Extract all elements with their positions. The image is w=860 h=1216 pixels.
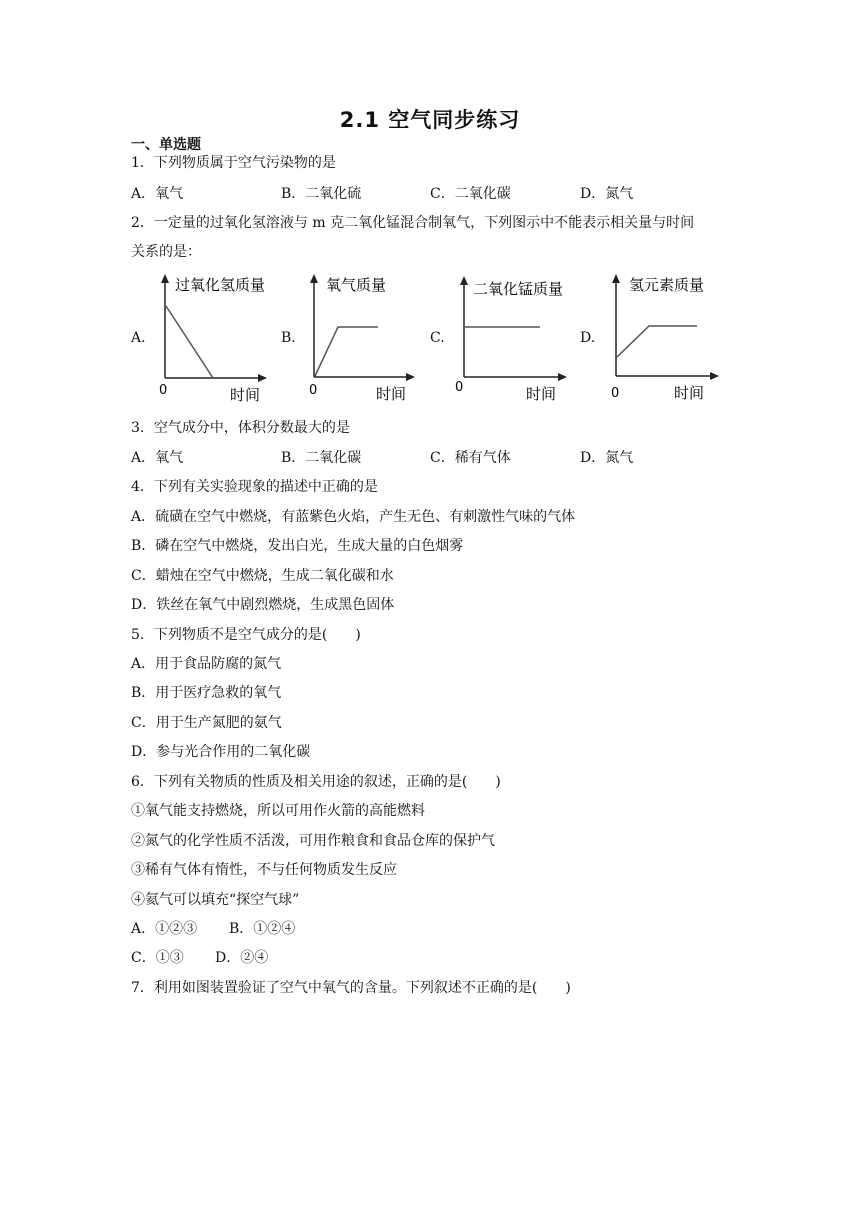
q4-option-c: C．蜡烛在空气中燃烧，生成二氧化碳和水 bbox=[131, 568, 394, 584]
q5-option-b: B．用于医疗急救的氧气 bbox=[131, 685, 282, 701]
q1-stem: 1．下列物质属于空气污染物的是 bbox=[131, 155, 336, 171]
graph-b-xlabel: 时间 bbox=[376, 385, 407, 403]
q6-option-b: B．①②④ bbox=[229, 921, 296, 937]
graph-c-xlabel: 时间 bbox=[526, 385, 557, 403]
q2-stem-line2: 关系的是： bbox=[131, 244, 201, 260]
q6-statement-2: ②氮气的化学性质不活泼，可用作粮食和食品仓库的保护气 bbox=[131, 833, 495, 849]
q4-option-b: B．磷在空气中燃烧，发出白光，生成大量的白色烟雾 bbox=[131, 538, 464, 554]
q4-option-a: A．硫磺在空气中燃烧，有蓝紫色火焰，产生无色、有刺激性气味的气体 bbox=[131, 509, 576, 525]
page-title: 2.1 空气同步练习 bbox=[339, 108, 521, 132]
q3-option-c: C．稀有气体 bbox=[430, 450, 511, 466]
q5-option-a: A．用于食品防腐的氮气 bbox=[131, 656, 282, 672]
q6-statement-4: ④氦气可以填充“探空气球” bbox=[131, 892, 300, 908]
q1-option-a: A．氧气 bbox=[131, 186, 184, 202]
q3-option-b: B．二氧化碳 bbox=[281, 450, 362, 466]
graph-d-ylabel: 氢元素质量 bbox=[629, 276, 705, 294]
graph-c-origin: 0 bbox=[455, 380, 464, 395]
graph-b-ylabel: 氧气质量 bbox=[326, 276, 387, 294]
graph-a-origin: 0 bbox=[159, 383, 168, 398]
graph-a-xlabel: 时间 bbox=[230, 386, 261, 404]
q2-stem-line1: 2．一定量的过氧化氢溶液与 m 克二氧化锰混合制氧气，下列图示中不能表示相关量与时间 bbox=[131, 215, 695, 231]
q6-option-d: D．②④ bbox=[215, 950, 269, 966]
q7-stem: 7．利用如图装置验证了空气中氧气的含量。下列叙述不正确的是( ) bbox=[131, 980, 571, 996]
q6-option-c: C．①③ bbox=[131, 950, 184, 966]
q5-option-c: C．用于生产氮肥的氨气 bbox=[131, 715, 282, 731]
q1-option-b: B．二氧化硫 bbox=[281, 186, 362, 202]
graph-c-label: C. bbox=[430, 330, 445, 346]
q6-stem: 6．下列有关物质的性质及相关用途的叙述，正确的是( ) bbox=[131, 774, 501, 790]
graph-a bbox=[150, 270, 275, 405]
graph-d-label: D. bbox=[580, 330, 596, 346]
graph-a-label: A. bbox=[131, 330, 146, 346]
q5-option-d: D．参与光合作用的二氧化碳 bbox=[131, 744, 311, 760]
graph-a-ylabel: 过氧化氢质量 bbox=[175, 276, 266, 294]
section-heading: 一、单选题 bbox=[131, 137, 201, 153]
q5-stem: 5．下列物质不是空气成分的是( ) bbox=[131, 627, 361, 643]
q6-statement-1: ①氧气能支持燃烧，所以可用作火箭的高能燃料 bbox=[131, 803, 425, 819]
q6-option-a: A．①②③ bbox=[131, 921, 198, 937]
q4-stem: 4．下列有关实验现象的描述中正确的是 bbox=[131, 479, 378, 495]
q3-option-d: D．氮气 bbox=[580, 450, 634, 466]
q1-option-d: D．氮气 bbox=[580, 186, 634, 202]
graph-d-origin: 0 bbox=[611, 386, 620, 401]
graph-b-origin: 0 bbox=[309, 383, 318, 398]
graph-b-label: B. bbox=[281, 330, 296, 346]
q6-statement-3: ③稀有气体有惰性，不与任何物质发生反应 bbox=[131, 862, 397, 878]
q3-option-a: A．氧气 bbox=[131, 450, 184, 466]
q3-stem: 3．空气成分中，体积分数最大的是 bbox=[131, 420, 350, 436]
graph-d-xlabel: 时间 bbox=[674, 384, 705, 402]
q4-option-d: D．铁丝在氧气中剧烈燃烧，生成黑色固体 bbox=[131, 597, 395, 613]
q1-option-c: C．二氧化碳 bbox=[430, 186, 511, 202]
graph-b bbox=[300, 270, 425, 405]
graph-c bbox=[452, 270, 577, 405]
graph-c-ylabel: 二氧化锰质量 bbox=[473, 280, 564, 298]
graph-d bbox=[602, 270, 727, 405]
